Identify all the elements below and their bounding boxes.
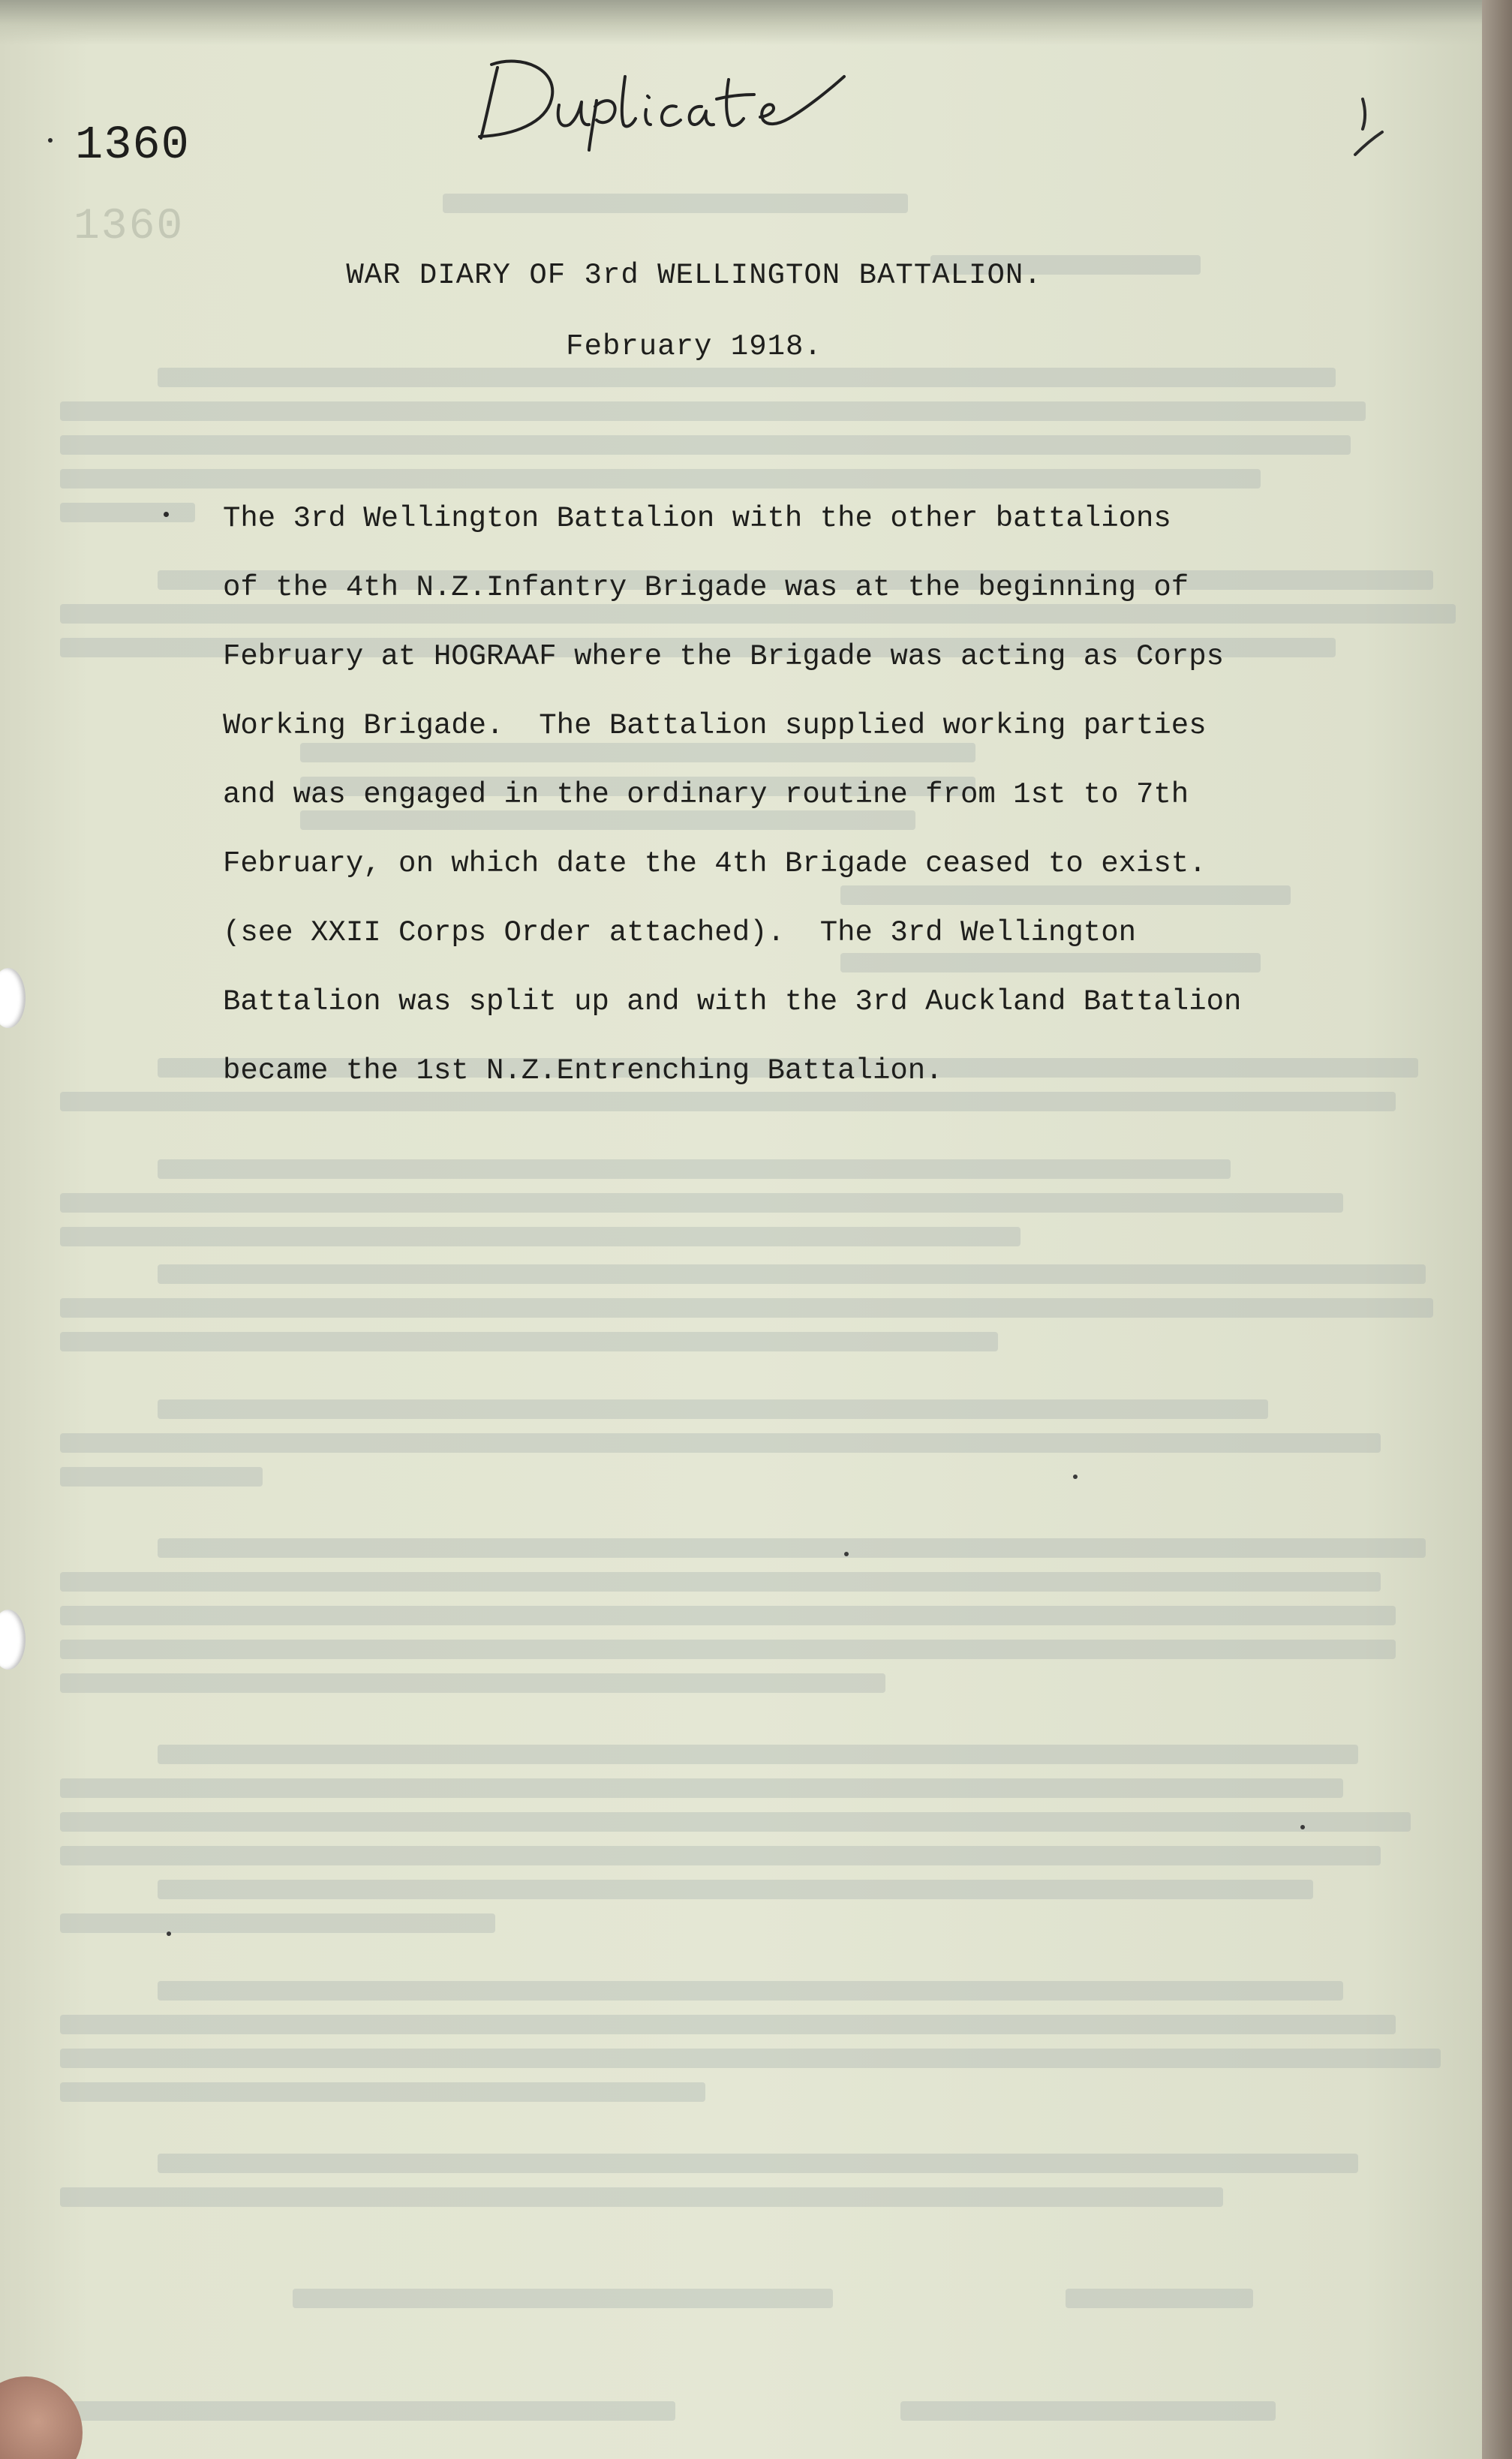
bleed-text-block bbox=[158, 1399, 1268, 1419]
body-line: (see XXII Corps Order attached). The 3rd Wellington bbox=[223, 916, 1136, 949]
corner-tick-mark-icon bbox=[1349, 96, 1387, 164]
bleed-text-block bbox=[60, 503, 195, 522]
thumb-corner bbox=[0, 2376, 83, 2459]
ink-dot bbox=[48, 138, 53, 143]
bleed-text-block bbox=[60, 2082, 705, 2102]
body-line: Battalion was split up and with the 3rd Auckland Battalion bbox=[223, 985, 1242, 1018]
bleed-text-block bbox=[60, 2187, 1223, 2207]
background-edge bbox=[1482, 0, 1512, 2459]
ink-speck bbox=[844, 1552, 849, 1556]
ink-speck bbox=[1073, 1474, 1078, 1479]
page-title: WAR DIARY OF 3rd WELLINGTON BATTALION. bbox=[346, 259, 1042, 292]
bleed-text-block bbox=[443, 194, 908, 213]
body-line: of the 4th N.Z.Infantry Brigade was at the beginning of bbox=[223, 571, 1189, 604]
bleed-page-number: 1360 bbox=[74, 203, 185, 251]
bleed-text-block bbox=[158, 1745, 1358, 1764]
bleed-text-block bbox=[60, 1092, 1396, 1111]
bleed-text-block bbox=[60, 1298, 1433, 1318]
bleed-text-block bbox=[60, 1673, 885, 1693]
bleed-text-block bbox=[158, 1880, 1313, 1899]
bleed-text-block bbox=[60, 2401, 675, 2421]
bleed-text-block bbox=[60, 1433, 1381, 1453]
ink-speck bbox=[167, 1931, 171, 1936]
bleed-text-block bbox=[900, 2401, 1276, 2421]
bleed-text-block bbox=[158, 2154, 1358, 2173]
bleed-text-block bbox=[60, 1227, 1021, 1246]
bleed-text-block bbox=[60, 1846, 1381, 1865]
bleed-text-block bbox=[60, 1913, 495, 1933]
bleed-text-block bbox=[60, 1606, 1396, 1625]
bleed-text-block bbox=[158, 1159, 1231, 1179]
bleed-text-block bbox=[60, 2049, 1441, 2068]
bleed-text-block bbox=[60, 1778, 1343, 1798]
bleed-text-block bbox=[300, 743, 975, 762]
body-line: February at HOGRAAF where the Brigade was acting as Corps bbox=[223, 640, 1225, 673]
bleed-text-block bbox=[158, 1981, 1343, 2001]
bleed-text-block bbox=[840, 885, 1291, 905]
bleed-text-block bbox=[60, 1812, 1411, 1832]
bleed-text-block bbox=[60, 435, 1351, 455]
bleed-text-block bbox=[293, 2289, 833, 2308]
bleed-text-block bbox=[60, 401, 1366, 421]
bleed-text-block bbox=[158, 1264, 1426, 1284]
body-line: and was engaged in the ordinary routine from 1st to 7th bbox=[223, 778, 1189, 811]
handwritten-duplicate-annotation bbox=[469, 47, 859, 152]
body-line: February, on which date the 4th Brigade ceased to exist. bbox=[223, 847, 1207, 880]
bleed-text-block bbox=[158, 368, 1336, 387]
page-top-shadow bbox=[0, 0, 1482, 45]
punch-hole bbox=[0, 968, 26, 1028]
page-number: 1360 bbox=[75, 119, 190, 172]
bleed-text-block bbox=[60, 2015, 1396, 2034]
handwriting-script-icon bbox=[469, 47, 859, 152]
body-line: Working Brigade. The Battalion supplied working parties bbox=[223, 709, 1207, 742]
bleed-text-block bbox=[60, 1640, 1396, 1659]
bleed-text-block bbox=[60, 1332, 998, 1351]
ink-speck bbox=[1300, 1825, 1305, 1829]
paragraph-bullet bbox=[164, 512, 169, 517]
body-line: became the 1st N.Z.Entrenching Battalion. bbox=[223, 1054, 943, 1087]
document-date: February 1918. bbox=[566, 330, 822, 363]
bleed-text-block bbox=[60, 1467, 263, 1487]
body-line: The 3rd Wellington Battalion with the other battalions bbox=[223, 502, 1171, 535]
bleed-text-block bbox=[1066, 2289, 1253, 2308]
bleed-text-block bbox=[300, 810, 915, 830]
bleed-text-block bbox=[60, 604, 1456, 624]
punch-hole bbox=[0, 1610, 26, 1670]
bleed-text-block bbox=[60, 469, 1261, 488]
bleed-text-block bbox=[840, 953, 1261, 972]
bleed-text-block bbox=[60, 1572, 1381, 1592]
bleed-text-block bbox=[60, 1193, 1343, 1213]
bleed-text-block bbox=[158, 1538, 1426, 1558]
